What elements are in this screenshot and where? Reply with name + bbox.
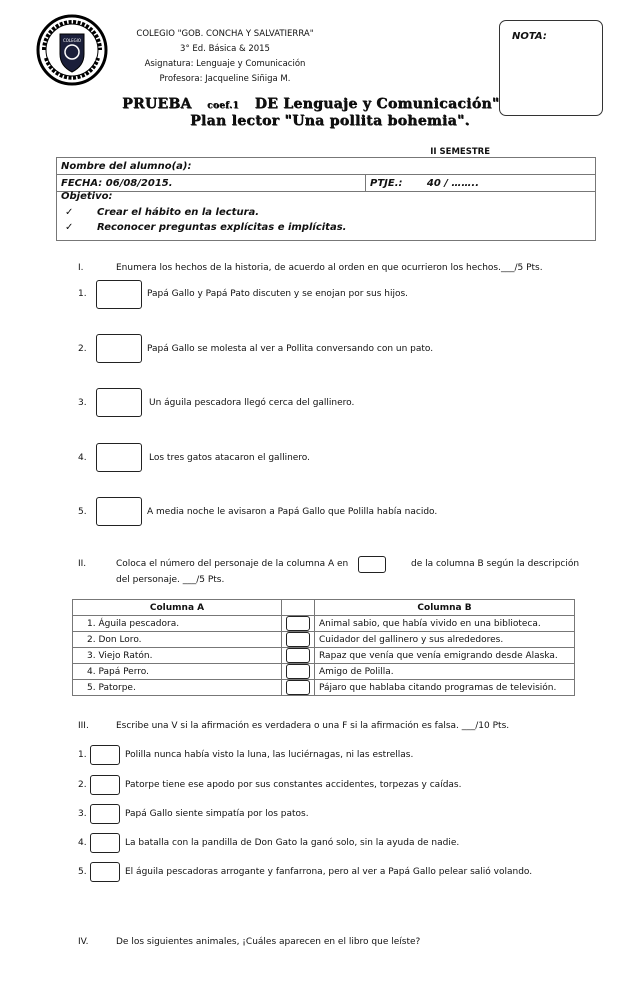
true-false-box[interactable] bbox=[90, 745, 120, 765]
match-answer-box[interactable] bbox=[286, 664, 310, 679]
order-answer-box[interactable] bbox=[96, 280, 142, 309]
match-answer-box[interactable] bbox=[286, 632, 310, 647]
score-value: 40 / …….. bbox=[426, 177, 480, 189]
character-name: 5. Patorpe. bbox=[73, 680, 282, 696]
order-answer-box[interactable] bbox=[96, 443, 142, 472]
section-2-instruction-a: Coloca el número del personaje de la columna A en bbox=[116, 559, 349, 569]
check-icon: ✓ bbox=[65, 222, 74, 233]
character-description: Animal sabio, que había vivido en una biblioteca. bbox=[315, 616, 575, 632]
match-answer-box[interactable] bbox=[286, 616, 310, 631]
table-row bbox=[73, 632, 575, 648]
true-false-box[interactable] bbox=[90, 833, 120, 853]
character-name: 3. Viejo Ratón. bbox=[73, 648, 282, 664]
item-number: 1. bbox=[78, 750, 87, 760]
character-name: 1. Águila pescadora. bbox=[73, 616, 282, 632]
event-text: Papá Gallo y Papá Pato discuten y se enojan por sus hijos. bbox=[147, 289, 409, 299]
event-text: Un águila pescadora llegó cerca del gallinero. bbox=[149, 398, 355, 408]
section-2-instruction-c: del personaje. ___/5 Pts. bbox=[116, 575, 225, 585]
character-name: 2. Don Loro. bbox=[73, 632, 282, 648]
example-answer-box bbox=[358, 556, 386, 573]
objectives-box bbox=[56, 188, 596, 241]
character-description: Pájaro que hablaba citando programas de televisión. bbox=[315, 680, 575, 696]
event-text: A media noche le avisaron a Papá Gallo que Polilla había nacido. bbox=[147, 507, 438, 517]
column-b-header: Columna B bbox=[315, 600, 575, 616]
match-answer-box[interactable] bbox=[286, 680, 310, 695]
item-number: 4. bbox=[78, 453, 87, 463]
student-name-field[interactable]: Nombre del alumno(a): bbox=[57, 158, 596, 175]
true-false-box[interactable] bbox=[90, 804, 120, 824]
item-number: 5. bbox=[78, 507, 87, 517]
item-number: 2. bbox=[78, 780, 87, 790]
date-field: FECHA: 06/08/2015. bbox=[57, 175, 366, 192]
item-number: 1. bbox=[78, 289, 87, 299]
true-false-box[interactable] bbox=[90, 862, 120, 882]
order-answer-box[interactable] bbox=[96, 334, 142, 363]
title-coef: coef.1 bbox=[207, 101, 240, 111]
school-crest-logo bbox=[36, 14, 108, 86]
statement-text: Patorpe tiene ese apodo por sus constantes accidentes, torpezas y caídas. bbox=[125, 780, 462, 790]
character-description: Cuidador del gallinero y sus alrededores. bbox=[315, 632, 575, 648]
section-3-instruction: Escribe una V si la afirmación es verdadera o una F si la afirmación es falsa. ___/10 Pts. bbox=[116, 721, 510, 731]
statement-text: Polilla nunca había visto la luna, las luciérnagas, ni las estrellas. bbox=[125, 750, 414, 760]
semester: II SEMESTRE bbox=[430, 147, 490, 157]
objective-2: Reconocer preguntas explícitas e implícitas. bbox=[97, 222, 347, 233]
section-1-instruction: Enumera los hechos de la historia, de acuerdo al orden en que ocurrieron los hechos.___/5 Pts. bbox=[116, 263, 543, 273]
section-4-instruction: De los siguientes animales, ¡Cuáles aparecen en el libro que leíste? bbox=[116, 937, 421, 947]
item-number: 3. bbox=[78, 398, 87, 408]
subject: Asignatura: Lenguaje y Comunicación bbox=[144, 59, 306, 69]
column-a-header: Columna A bbox=[73, 600, 282, 616]
table-row bbox=[73, 648, 575, 664]
event-text: Los tres gatos atacaron el gallinero. bbox=[149, 453, 311, 463]
svg-text:COLEGIO: COLEGIO bbox=[62, 38, 82, 43]
item-number: 4. bbox=[78, 838, 87, 848]
objective-label: Objetivo: bbox=[61, 191, 113, 202]
student-info-table bbox=[56, 157, 596, 192]
item-number: 3. bbox=[78, 809, 87, 819]
grade-label: NOTA: bbox=[512, 31, 547, 42]
event-text: Papá Gallo se molesta al ver a Pollita conversando con un pato. bbox=[147, 344, 434, 354]
table-row bbox=[73, 664, 575, 680]
statement-text: La batalla con la pandilla de Don Gato la ganó solo, sin la ayuda de nadie. bbox=[125, 838, 460, 848]
item-number: 2. bbox=[78, 344, 87, 354]
section-2-instruction-b: de la columna B según la descripción bbox=[411, 559, 580, 569]
blank-header bbox=[282, 600, 315, 616]
school-name: COLEGIO "GOB. CONCHA Y SALVATIERRA" bbox=[136, 29, 314, 39]
order-answer-box[interactable] bbox=[96, 497, 142, 526]
section-2-number: II. bbox=[78, 559, 87, 569]
table-row bbox=[73, 680, 575, 696]
exam-subtitle: Plan lector "Una pollita bohemia". bbox=[190, 113, 470, 129]
title-prueba: PRUEBA bbox=[122, 96, 192, 112]
character-description: Amigo de Polilla. bbox=[315, 664, 575, 680]
character-description: Rapaz que venía que venía emigrando desde Alaska. bbox=[315, 648, 575, 664]
matching-table bbox=[72, 599, 575, 696]
table-row bbox=[73, 616, 575, 632]
exam-title bbox=[122, 96, 499, 112]
grade-year: 3° Ed. Básica & 2015 bbox=[180, 44, 270, 54]
grade-box bbox=[499, 20, 603, 116]
section-4-number: IV. bbox=[78, 937, 89, 947]
match-answer-box[interactable] bbox=[286, 648, 310, 663]
character-name: 4. Papá Perro. bbox=[73, 664, 282, 680]
statement-text: El águila pescadoras arrogante y fanfarrona, pero al ver a Papá Gallo pelear salió volando. bbox=[125, 867, 533, 877]
title-subject: DE Lenguaje y Comunicación" bbox=[254, 96, 500, 112]
check-icon: ✓ bbox=[65, 207, 74, 218]
score-label: PTJE.: bbox=[370, 177, 403, 189]
true-false-box[interactable] bbox=[90, 775, 120, 795]
item-number: 5. bbox=[78, 867, 87, 877]
order-answer-box[interactable] bbox=[96, 388, 142, 417]
statement-text: Papá Gallo siente simpatía por los patos. bbox=[125, 809, 309, 819]
section-3-number: III. bbox=[78, 721, 89, 731]
section-1-number: I. bbox=[78, 263, 84, 273]
teacher: Profesora: Jacqueline Siñiga M. bbox=[159, 74, 291, 84]
objective-1: Crear el hábito en la lectura. bbox=[97, 207, 260, 218]
